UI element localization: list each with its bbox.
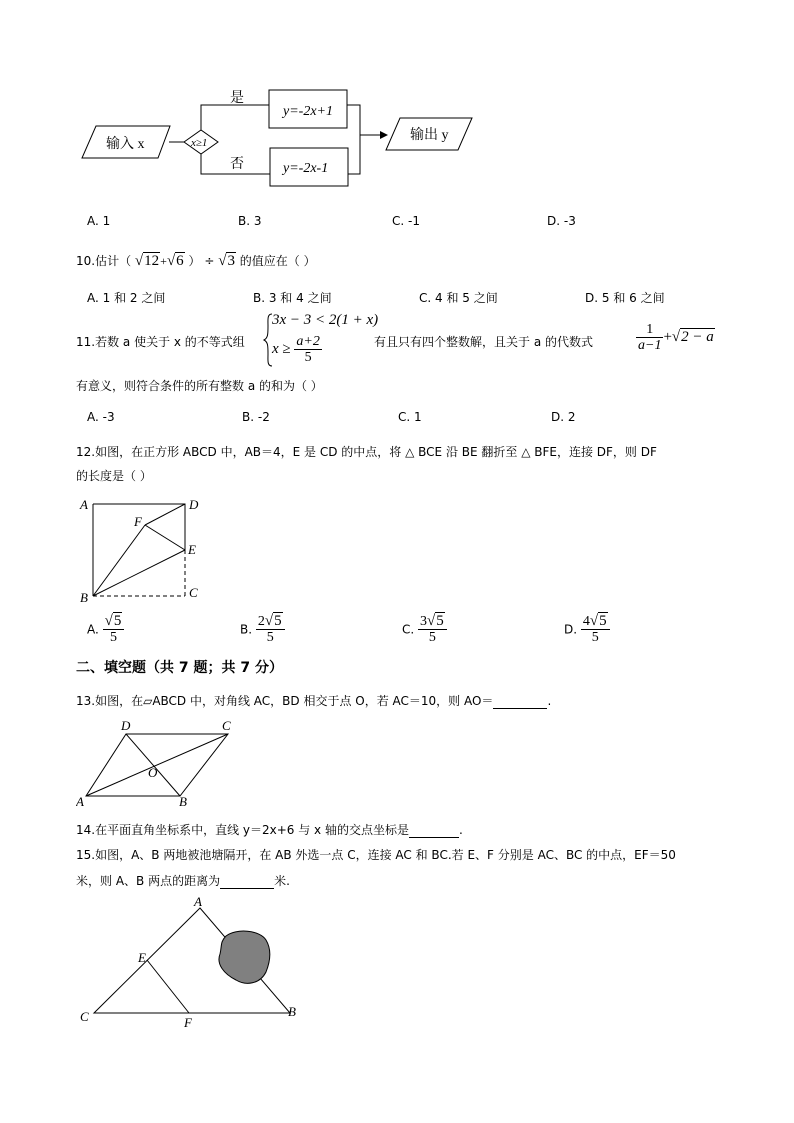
q14-answer-blank[interactable] (409, 825, 459, 838)
q11-ineq1: 3x − 3 < 2(1 + x) (272, 312, 379, 328)
flowchart-no-label: 否 (230, 157, 244, 172)
flowchart-yes-expr: y=-2x+1 (283, 104, 333, 119)
q11-prefix: 11.若数 a 使关于 x 的不等式组 (76, 335, 245, 349)
q11-ineq2 (272, 334, 322, 365)
q13-label-b: B (179, 794, 187, 808)
q15-label-c: C (80, 1009, 89, 1024)
q13-label-d: D (121, 718, 131, 733)
q12-square-figure (76, 494, 206, 606)
q15-pond-figure (76, 896, 306, 1030)
q12-label-f: F (134, 514, 142, 529)
section-heading: 二、填空题（共 7 题；共 7 分） (76, 660, 283, 676)
flowchart-condition-text: x≥1 (191, 137, 208, 149)
q13-label-c: C (222, 718, 231, 733)
q10-suffix: 的值应在（ ） (239, 254, 316, 268)
q10-option-d: D. 5 和 6 之间 (585, 291, 665, 305)
q10-stem: 10.估计（ √12+√6 ） ÷ √3 的值应在（ ） (76, 253, 316, 269)
q15-answer-blank[interactable] (220, 876, 274, 889)
flowchart (78, 86, 478, 192)
q15-line1: 15.如图，A、B 两地被池塘隔开，在 AB 外选一点 C，连接 AC 和 BC.若 E、F 分别是 AC、BC 的中点，EF＝50 (76, 848, 676, 862)
flowchart-no-expr: y=-2x-1 (283, 161, 329, 176)
q12-label-e: E (188, 542, 196, 557)
q11-expr-frac: $\frac{1}{a-1}$ (638, 322, 662, 353)
q11-option-b: B. -2 (242, 410, 270, 424)
q11-expr-sqrt: √2 − a (671, 328, 714, 345)
q9-option-d: D. -3 (547, 214, 576, 228)
q12-label-a: A (80, 497, 88, 512)
q12-label-b: B (80, 590, 88, 605)
q9-option-c: C. -1 (392, 214, 420, 228)
q15-pond-shape (219, 931, 270, 983)
flowchart-yes-label: 是 (230, 91, 244, 106)
q10-sqrt3: √3 (218, 253, 235, 269)
q13-stem: 13.如图，在▱ABCD 中，对角线 AC，BD 相交于点 O，若 AC＝10，则 AO＝ . (76, 694, 552, 708)
q12-line2: 的长度是（ ） (76, 469, 152, 483)
q11-option-d: D. 2 (551, 410, 576, 424)
q10-sqrt12: √12 (134, 253, 160, 269)
q15-line2: 米，则 A、B 两点的距离为 米. (76, 874, 290, 888)
q12-option-d: D. $\frac{4√5}{5}$ (564, 614, 610, 645)
q10-option-a: A. 1 和 2 之间 (87, 291, 166, 305)
q13-answer-blank[interactable] (493, 696, 547, 709)
q11-middle: 有且只有四个整数解，且关于 a 的代数式 (374, 335, 593, 349)
flowchart-input-text: 输入 x (106, 137, 145, 152)
q10-prefix: 10.估计（ (76, 254, 132, 268)
q14-stem: 14.在平面直角坐标系中，直线 y＝2x+6 与 x 轴的交点坐标是 . (76, 823, 463, 837)
q12-option-a: A. $\frac{√5}{5}$ (87, 614, 124, 645)
q12-label-c: C (189, 585, 198, 600)
q10-option-c: C. 4 和 5 之间 (419, 291, 498, 305)
q11-option-a: A. -3 (87, 410, 115, 424)
q11-ineq2-lhs: x ≥ (272, 340, 291, 357)
q15-label-a: A (194, 896, 202, 909)
q10-mid: ） ÷ (188, 254, 215, 268)
q11-option-c: C. 1 (398, 410, 422, 424)
q9-option-a: A. 1 (87, 214, 111, 228)
q12-option-c: C. $\frac{3√5}{5}$ (402, 614, 447, 645)
q13-text: 13.如图，在▱ABCD 中，对角线 AC，BD 相交于点 O，若 AC＝10，则 AO＝ (76, 694, 494, 708)
q13-label-o: O (148, 765, 158, 780)
q10-sqrt6: √6 (166, 253, 184, 269)
q9-option-b: B. 3 (238, 214, 262, 228)
q14-text: 14.在平面直角坐标系中，直线 y＝2x+6 与 x 轴的交点坐标是 (76, 823, 409, 837)
q11-ineq2-frac: $\frac{a+2}{5}$ (296, 334, 320, 365)
q13-parallelogram-figure (76, 716, 246, 808)
q12-line1: 12.如图，在正方形 ABCD 中，AB＝4，E 是 CD 的中点，将 △ BCE 沿 BE 翻折至 △ BFE，连接 DF，则 DF (76, 445, 657, 459)
q12-option-b: B. $\frac{2√5}{5}$ (240, 614, 285, 645)
q11-expression: $\frac{1}{a-1}$ +√2 − a (638, 322, 714, 353)
q15-label-b: B (288, 1004, 296, 1019)
flowchart-output-text: 输出 y (410, 128, 449, 143)
q10-option-b: B. 3 和 4 之间 (253, 291, 332, 305)
q15-label-f: F (184, 1015, 192, 1030)
q13-label-a: A (76, 794, 84, 808)
q11-line2: 有意义，则符合条件的所有整数 a 的和为（ ） (76, 379, 323, 393)
q12-label-d: D (189, 497, 199, 512)
q15-label-e: E (138, 950, 146, 965)
